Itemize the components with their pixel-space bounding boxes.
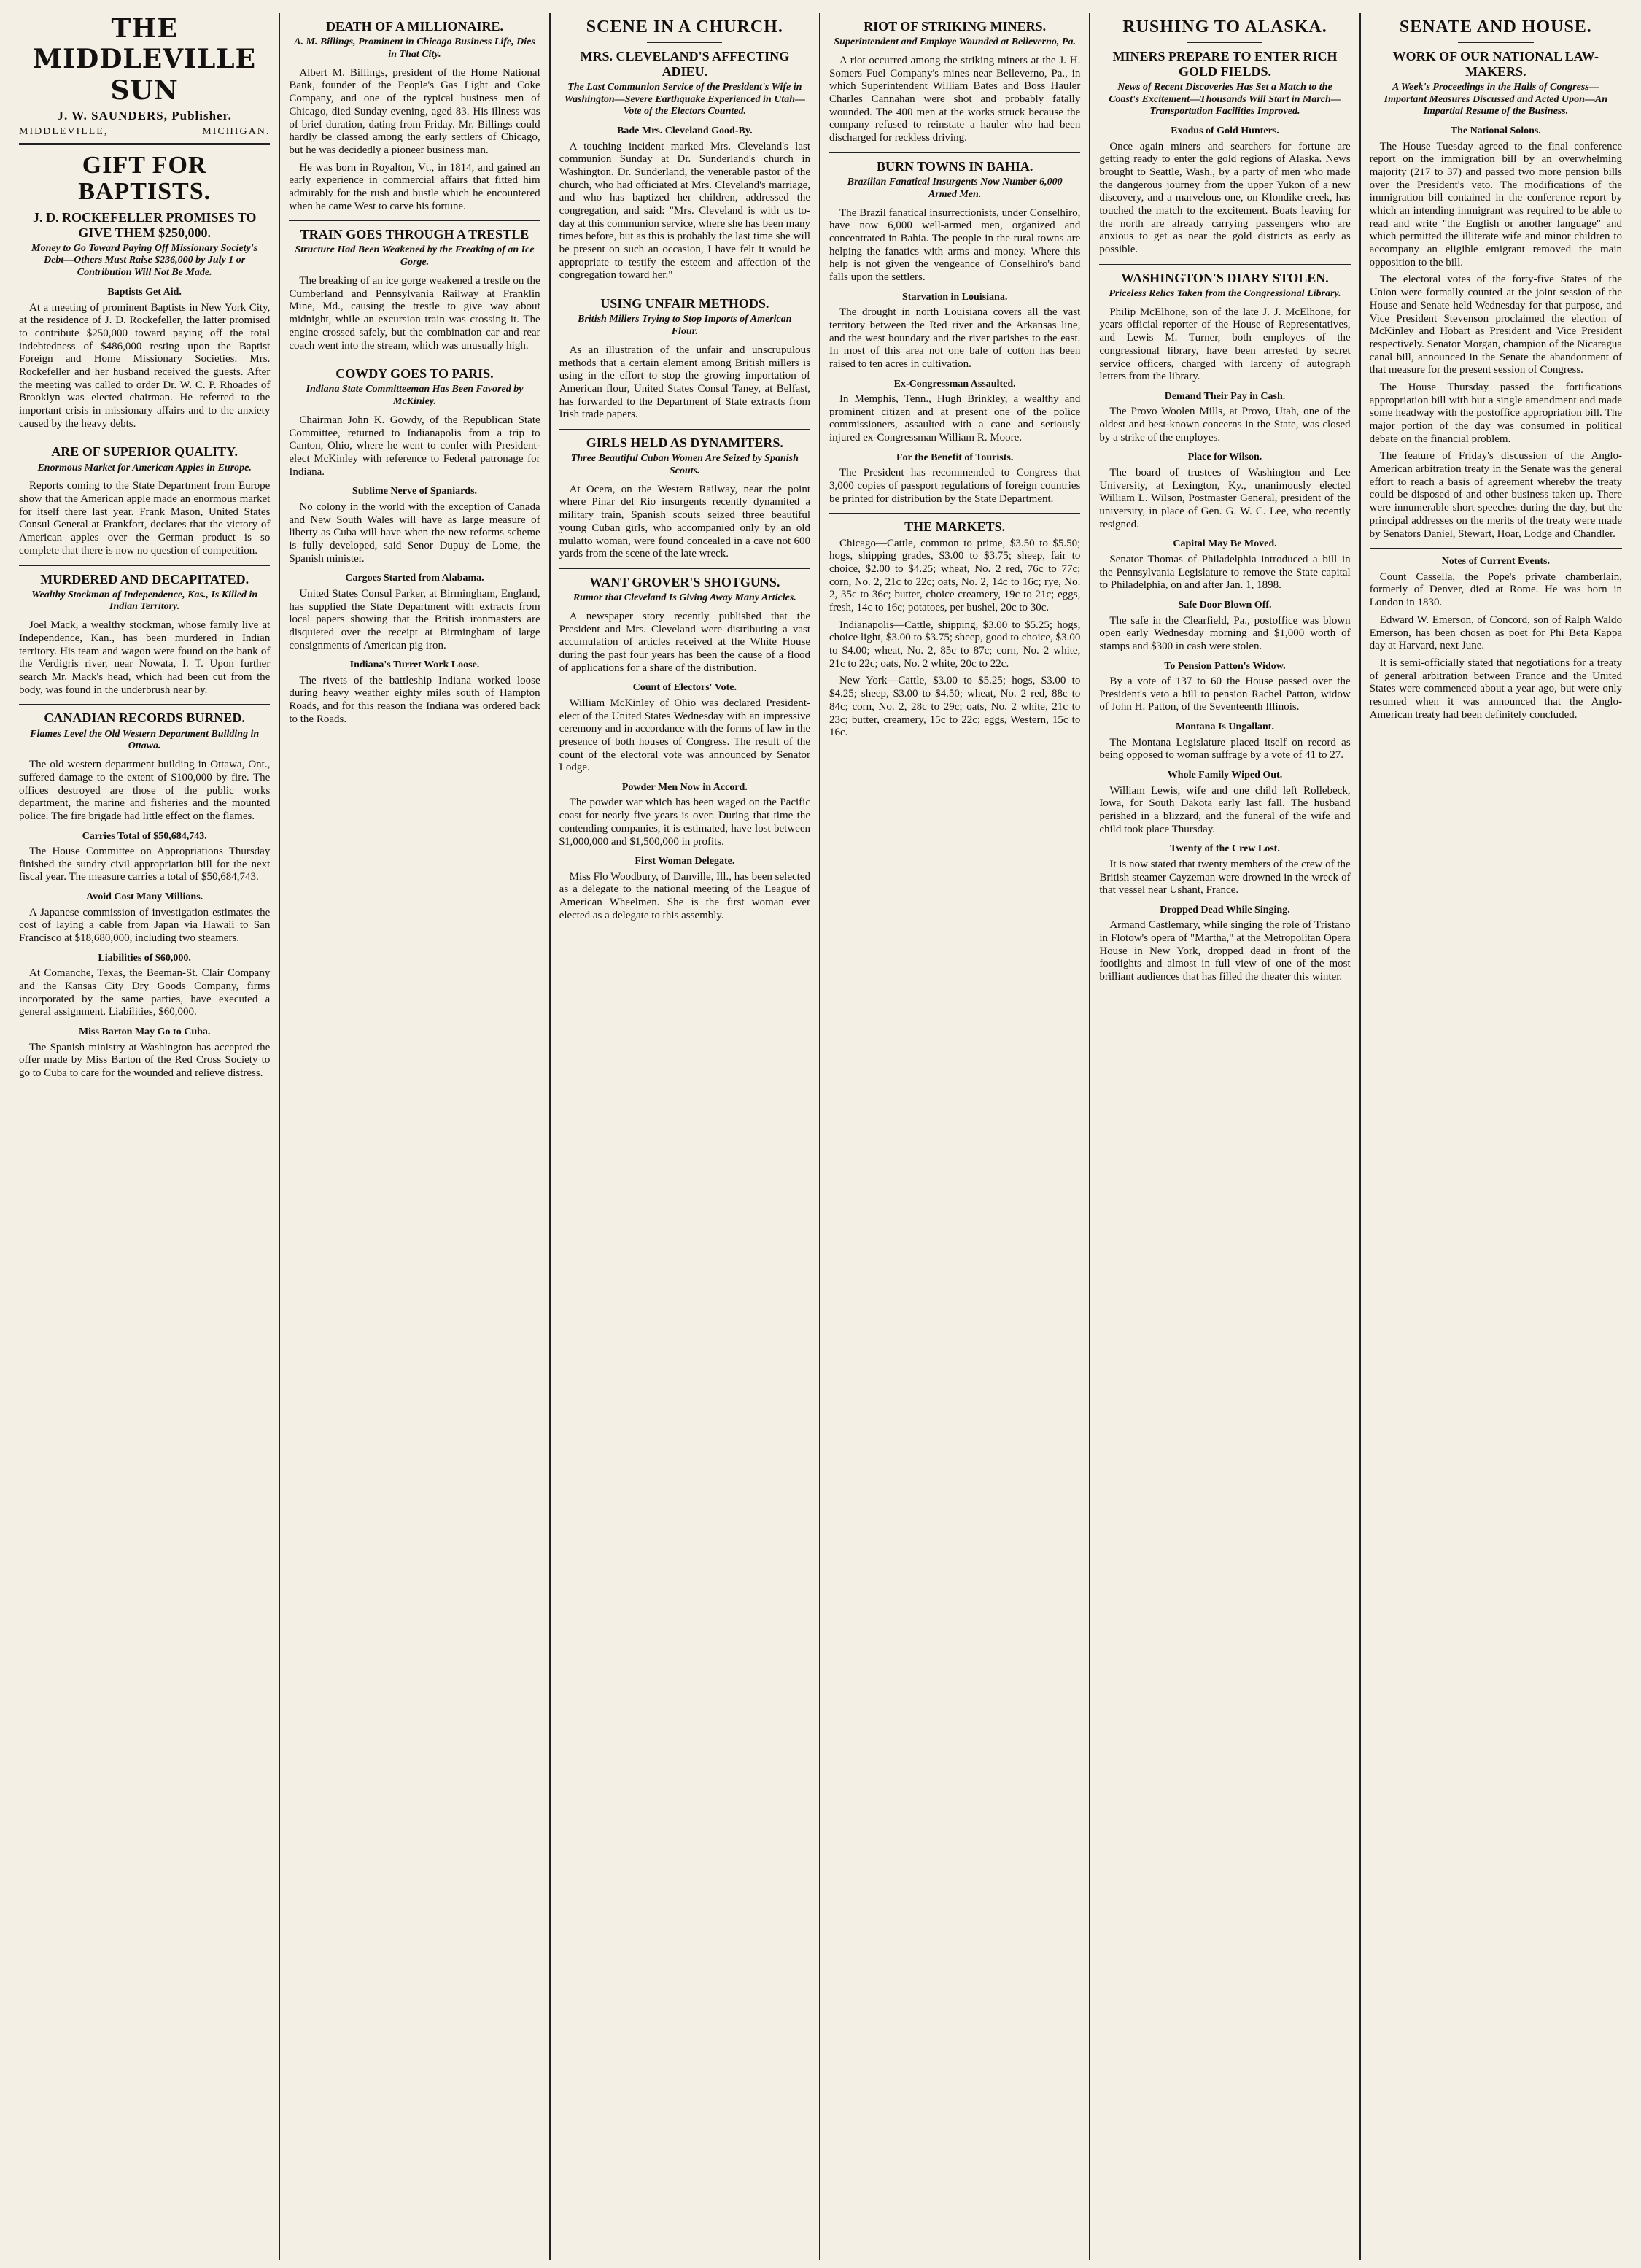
article-subheadline: MRS. CLEVELAND'S AFFECTING ADIEU. <box>580 49 790 79</box>
article-paragraph: The House Tuesday agreed to the final conference report on the immigration bill by an overwhelming majority (217 to 37) and passed two more pension bills over the President's veto. The modifications of the immigration bill contained in the conference report by which an intending immigrant was required to be able to read and write "the English or another language" and which permitted the illiterate wife and minor children to accompany an eligible emigrant removed the main opposition to the bill. <box>1369 140 1622 268</box>
article-headline: RIOT OF STRIKING MINERS. <box>864 19 1047 34</box>
article-paragraph: The House Committee on Appropriations Thursday finished the sundry civil appropriation bill for the next fiscal year. The measure carries a total of $50,684,743. <box>19 845 271 883</box>
place-line <box>19 126 270 139</box>
column-4 <box>820 13 1090 2260</box>
article-deck: Structure Had Been Weakened by the Freaking of an Ice Gorge. <box>295 244 535 268</box>
article-paragraph: Philip McElhone, son of the late J. J. McElhone, for years official reporter of the House of Representatives, and Lewis M. Turner, both employes of the congressional library, have been arrested by secret service officers, charged with larceny of autograph letters from the library. <box>1099 306 1351 383</box>
section-subhead: Bade Mrs. Cleveland Good-By. <box>617 125 753 137</box>
article-paragraph: The feature of Friday's discussion of the Anglo-American arbitration treaty in the Senate was the general effort to reach a basis of agreement whereby the treaty could be disposed of and other business taken up. There were innumerable short speeches during the day, but the principal addresses on the merits of the treaty were made by Senators Daniel, Stewart, Hoar, Lodge and Chandler. <box>1369 450 1622 540</box>
section-subhead: Ex-Congressman Assaulted. <box>893 378 1016 390</box>
column-6 <box>1361 13 1631 2260</box>
column-1 <box>10 13 280 2260</box>
section-subhead: Liabilities of $60,000. <box>98 952 191 964</box>
section-subhead: To Pension Patton's Widow. <box>1164 660 1286 672</box>
article-deck: Superintendent and Employe Wounded at Belleverno, Pa. <box>834 36 1076 48</box>
article-paragraph: The safe in the Clearfield, Pa., postoffice was blown open early Wednesday morning and $1,000 worth of stamps and $300 in cash were stolen. <box>1099 614 1351 652</box>
article-deck: News of Recent Discoveries Has Set a Match to the Coast's Excitement—Thousands Will Start in March—Transportation Facilities Improved. <box>1109 81 1341 117</box>
article-paragraph: The drought in north Louisiana covers all the vast territory between the Red river and the Arkansas line, and the west boundary and the river parishes to the east. In most of this area not one bale of cotton has been raised to ten acres in cultivation. <box>829 306 1081 370</box>
article-headline: SENATE AND HOUSE. <box>1399 18 1592 36</box>
section-subhead: Starvation in Louisiana. <box>902 291 1008 303</box>
article-headline: ARE OF SUPERIOR QUALITY. <box>51 444 238 460</box>
article-deck: A. M. Billings, Prominent in Chicago Business Life, Dies in That City. <box>294 36 535 60</box>
article-deck: Wealthy Stockman of Independence, Kas., Is Killed in Indian Territory. <box>31 589 258 613</box>
section-subhead: Avoid Cost Many Millions. <box>86 891 203 903</box>
article-deck: Brazilian Fanatical Insurgents Now Number 6,000 Armed Men. <box>847 176 1063 200</box>
section-subhead: The National Solons. <box>1450 125 1541 137</box>
article-paragraph: Count Cassella, the Pope's private chamberlain, formerly of Denver, died at Rome. He was born in London in 1830. <box>1369 570 1622 609</box>
article-deck: Priceless Relics Taken from the Congressional Library. <box>1109 287 1341 299</box>
article-paragraph: The breaking of an ice gorge weakened a trestle on the Cumberland and Pennsylvania Railway at Franklin Mine, Md., causing the trestle to give way about midnight, while an excursion train was crossing it. The engine crossed safely, but the combination car and rear coach went into the stream, which was unusually high. <box>289 275 540 352</box>
section-subhead: Montana Is Ungallant. <box>1176 721 1274 733</box>
article-paragraph: The House Thursday passed the fortifications appropriation bill with but a single amendment and made some headway with the postoffice appropriation bill. The major portion of the day was consumed in political debate on the financial problem. <box>1369 381 1622 445</box>
article-paragraph: Reports coming to the State Department from Europe show that the American apple made an enormous market for itself there last year. Frank Mason, United States Consul General at Frankfort, declares that the victory of American apples over the German product is so complete that there is now no question of competition. <box>19 480 271 557</box>
article-paragraph: Armand Castlemary, while singing the role of Tristano in Flotow's opera of "Martha," at the Metropolitan Opera House in New York, dropped dead in front of the footlights and almost in full view of one of the most brilliant audiences that has filled the theater this winter. <box>1099 919 1351 983</box>
article-deck: The Last Communion Service of the President's Wife in Washington—Severe Earthquake Experienced in Utah—Vote of the Electors Counted. <box>564 81 805 117</box>
divider <box>559 568 810 569</box>
lead-subheadline: J. D. ROCKEFELLER PROMISES TO GIVE THEM $250,000. <box>32 210 257 240</box>
article-headline: WANT GROVER'S SHOTGUNS. <box>589 574 780 589</box>
article-deck: A Week's Proceedings in the Halls of Congress—Important Measures Discussed and Acted Upon—An Impartial Resume of the Business. <box>1384 81 1607 117</box>
state-name: MICHIGAN. <box>202 126 271 138</box>
article-paragraph: In Memphis, Tenn., Hugh Brinkley, a wealthy and prominent citizen and at present one of the police commissioners, assaulted with a cane and seriously injured ex-Congressman William R. Moore. <box>829 393 1081 444</box>
section-subhead: Capital May Be Moved. <box>1173 538 1277 550</box>
section-subhead: Exodus of Gold Hunters. <box>1171 125 1279 137</box>
article-paragraph: No colony in the world with the exception of Canada and New South Wales will have as large measure of liberty as Cuba will have when the new reforms scheme is fully developed, said Senor Dupuy de Lome, the Spanish minister. <box>289 500 540 565</box>
paper-title: THE MIDDLEVILLE SUN <box>33 13 257 106</box>
article-paragraph: At Ocera, on the Western Railway, near the point where Pinar del Rio insurgents recently dynamited a military train, Spanish scouts seized three beautiful young Cuban girls, who accompanied only by an old mulatto woman, were found concealed in a cave not 600 yards from the scene of the late wreck. <box>559 483 810 560</box>
article-paragraph: The Spanish ministry at Washington has accepted the offer made by Miss Barton of the Red Cross Society to go to Cuba to care for the wounded and relieve distress. <box>19 1041 271 1079</box>
article-paragraph: As an illustration of the unfair and unscrupulous methods that a certain element among British millers is using in the effort to stop the growing importation of American flour, United States Consul Taney, at Belfast, has forwarded to the Department of State extracts from Irish trade papers. <box>559 344 810 421</box>
column-2 <box>280 13 550 2260</box>
article-headline: WASHINGTON'S DIARY STOLEN. <box>1121 270 1329 285</box>
town-name: MIDDLEVILLE, <box>19 126 109 138</box>
divider <box>1458 42 1534 43</box>
article-paragraph: William McKinley of Ohio was declared President-elect of the United States Wednesday with an impressive ceremony and in accordance with the forms of law in the presence of both houses of Congress. The result of the count of the electoral vote was announced by Senator Lodge. <box>559 697 810 774</box>
article-paragraph: Once again miners and searchers for fortune are getting ready to enter the gold regions of Alaska. News brought to Seattle, Wash., by a party of men who made the dangerous journey from the upper Yukon of a new discovery, and a marvelous one, on Klondike creek, has touched the match to the excitement. Boats leaving for the north are already carrying passengers who are anxious to get as near the gold districts as early as possible. <box>1099 140 1351 256</box>
section-subhead: Sublime Nerve of Spaniards. <box>352 486 478 498</box>
article-subheadline: WORK OF OUR NATIONAL LAW-MAKERS. <box>1392 49 1599 79</box>
column-3 <box>551 13 820 2260</box>
article-paragraph: The Brazil fanatical insurrectionists, under Conselhiro, have now 6,000 well-armed men, organized and concentrated in Bahia. The people in the rural towns are helping the fanatics with arms and money. Where this help is not given the vengeance of Conselhiro's band falls upon the settlers. <box>829 206 1081 283</box>
article-paragraph: The board of trustees of Washington and Lee University, at Lexington, Ky., unanimously elected William L. Wilson, Postmaster General, president of the university, in place of Gen. G. W. C. Lee, who recently resigned. <box>1099 466 1351 530</box>
section-subhead: Place for Wilson. <box>1187 452 1262 463</box>
article-deck: Three Beautiful Cuban Women Are Seized by Spanish Scouts. <box>570 453 799 476</box>
article-headline: SCENE IN A CHURCH. <box>586 18 783 36</box>
article-paragraph: The powder war which has been waged on the Pacific coast for nearly five years is over. During that time the contending companies, it is estimated, have lost between $1,000,000 and $1,500,000 in profits. <box>559 797 810 848</box>
article-headline: COWDY GOES TO PARIS. <box>335 366 494 382</box>
section-subhead: Notes of Current Events. <box>1441 556 1550 568</box>
article-headline: TRAIN GOES THROUGH A TRESTLE <box>300 227 529 242</box>
markets-headline: THE MARKETS. <box>904 519 1006 535</box>
article-paragraph: Edward W. Emerson, of Concord, son of Ralph Waldo Emerson, has been chosen as poet for Phi Beta Kappa day at Harvard, next June. <box>1369 614 1622 652</box>
article-paragraph: The electoral votes of the forty-five States of the Union were formally counted at the joint session of the House and Senate held Wednesday for that purpose, and Vice President Stevenson proclaimed the election of McKinley and Hobart as President and Vice President respectively. Senator Morgan, champion of the Nicaragua canal bill, announced in the Senate the abandonment of that measure for the present session of Congress. <box>1369 274 1622 376</box>
section-subhead: First Woman Delegate. <box>635 856 735 867</box>
divider <box>1370 548 1622 549</box>
article-paragraph: By a vote of 137 to 60 the House passed over the President's veto a bill to pension Rachel Patton, widow of John H. Patton, of the Seventeenth Illinois. <box>1099 676 1351 713</box>
article-deck: British Millers Trying to Stop Imports of American Flour. <box>578 314 792 338</box>
divider <box>829 152 1080 153</box>
article-paragraph: A newspaper story recently published that the President and Mrs. Cleveland were distributing a vast accumulation of articles received at the White House during the past four years has been the cause of a flood of applications for a share of the distribution. <box>559 610 810 674</box>
article-deck: Flames Level the Old Western Department Building in Ottawa. <box>30 728 260 752</box>
section-subhead: Baptists Get Aid. <box>107 287 182 298</box>
article-paragraph: Albert M. Billings, president of the Home National Bank, founder of the People's Gas Light and Coke Company, and one of the typical business men of Chicago, died Sunday evening, aged 83. His illness was of brief duration, dating from Friday. Mr. Billings could hardly be classed among the early settlers of Chicago, but he was decidedly a pioneer business man. <box>289 66 540 156</box>
article-deck: Money to Go Toward Paying Off Missionary Society's Debt—Others Must Raise $236,000 by July 1 or Contribution Will Not Be Made. <box>31 242 258 279</box>
lead-headline: GIFT FOR BAPTISTS. <box>78 151 212 205</box>
divider <box>19 565 270 566</box>
column-5 <box>1090 13 1360 2260</box>
article-paragraph: A riot occurred among the striking miners at the J. H. Somers Fuel Company's mines near Belleverno, Pa., in which Superintendent William Bates and Boss Hauler Charles Cannahan were shot and probably fatally wounded. The 400 men at the works struck because the company refused to reinstate a hauler who had been discharged for reckless driving. <box>829 54 1081 144</box>
divider <box>1187 42 1262 43</box>
article-paragraph: The Montana Legislature placed itself on record as being opposed to woman suffrage by a vote of 41 to 27. <box>1099 736 1351 762</box>
section-subhead: Carries Total of $50,684,743. <box>82 830 207 842</box>
article-deck: Indiana State Committeeman Has Been Favored by McKinley. <box>306 384 524 408</box>
article-paragraph: Senator Thomas of Philadelphia introduced a bill in the Pennsylvania Legislature to remove the State capital to Philadelphia, on and after Jan. 1, 1898. <box>1099 553 1351 592</box>
article-paragraph: It is now stated that twenty members of the crew of the British steamer Cayzeman were drowned in the wreck of that vessel near Ushant, France. <box>1099 858 1351 897</box>
section-subhead: Indiana's Turret Work Loose. <box>349 659 480 671</box>
article-headline: DEATH OF A MILLIONAIRE. <box>325 19 504 34</box>
divider <box>559 429 810 430</box>
article-headline: USING UNFAIR METHODS. <box>600 296 769 311</box>
article-deck: Enormous Market for American Apples in Europe. <box>37 462 252 473</box>
section-subhead: Miss Barton May Go to Cuba. <box>78 1026 211 1037</box>
divider <box>19 704 270 705</box>
section-subhead: Demand Their Pay in Cash. <box>1164 390 1286 402</box>
article-headline: MURDERED AND DECAPITATED. <box>40 571 249 587</box>
article-paragraph: Miss Flo Woodbury, of Danville, Ill., has been selected as a delegate to the national meeting of the League of American Wheelmen. She is the first woman ever elected as a delegate to this assembly. <box>559 870 810 921</box>
section-subhead: Twenty of the Crew Lost. <box>1170 843 1280 855</box>
article-paragraph: At Comanche, Texas, the Beeman-St. Clair Company and the Kansas City Dry Goods Company, firms incorporated by the same parties, have executed a general assignment. Liabilities, $60,000. <box>19 967 271 1018</box>
section-subhead: Powder Men Now in Accord. <box>621 781 748 793</box>
article-paragraph: A touching incident marked Mrs. Cleveland's last communion Sunday at Dr. Sunderland's church in Washington. Dr. Sunderland, the venerable pastor of the church, who had officiated at Mrs. Cleveland's marriage, and who has baptized her children, addressed the congregation, and said: "Mrs. Cleveland is with us to-day at this communion service, where she has been many times before, but as this is probably the last time she will be present on such an occasion, I have felt it would be appropriate to testify the esteem and affection of the congregation toward her." <box>559 140 810 282</box>
article-paragraph: The rivets of the battleship Indiana worked loose during heavy weather eighty miles south of Hampton Roads, and for this reason the Indiana was ordered back to the Roads. <box>289 674 540 725</box>
article-paragraph: The President has recommended to Congress that 3,000 copies of passport regulations of foreign countries be printed for distribution by the State Department. <box>829 467 1081 505</box>
divider <box>289 220 540 221</box>
article-paragraph: He was born in Royalton, Vt., in 1814, and gained an early experience in commercial affairs that fitted him admirably for the rush and bustle which he encountered when he came West to carve his fortune. <box>289 161 540 212</box>
market-report: New York—Cattle, $3.00 to $5.25; hogs, $3.00 to $4.25; sheep, $3.00 to $4.50; wheat, No. 2 red, 88c to 84c; corn, No. 2, 28c to 29c; oats, No. 2 white, 21c to 23c; butter, creamery, 15c to 22c; eggs, Western, 15c to 16c. <box>829 675 1081 739</box>
publisher-line: J. W. SAUNDERS, Publisher. <box>57 109 232 123</box>
section-subhead: Cargoes Started from Alabama. <box>345 573 484 584</box>
article-headline: BURN TOWNS IN BAHIA. <box>876 158 1033 174</box>
article-headline: GIRLS HELD AS DYNAMITERS. <box>586 436 783 451</box>
article-paragraph: The old western department building in Ottawa, Ont., suffered damage to the extent of $100,000 by fire. The offices destroyed are those of the public works department, the marine and fisheries and the mounted police. The fire brigade had little effect on the flames. <box>19 759 271 822</box>
article-deck: Rumor that Cleveland Is Giving Away Many Articles. <box>573 592 796 604</box>
section-subhead: Dropped Dead While Singing. <box>1160 904 1290 916</box>
article-paragraph: At a meeting of prominent Baptists in New York City, at the residence of J. D. Rockefeller, the latter promised to contribute $250,000 toward paying off the total indebtedness of $486,000 resting upon the Baptist Foreign and Home Missionary Societies. Mrs. Rockefeller and her husband received the guests. After the meeting was called to order Dr. W. C. P. Rhoades of Brooklyn was elected chairman. He referred to the important crisis in missionary affairs and to the anxiety caused by the heavy debts. <box>19 301 271 430</box>
section-subhead: For the Benefit of Tourists. <box>896 452 1014 463</box>
divider <box>1099 264 1350 265</box>
article-paragraph: Joel Mack, a wealthy stockman, whose family live at Independence, Kan., has been murdered in Indian territory. His team and wagon were found on the bank of the Verdigris river, near Nowata, I. T. Upon further search Mr. Mack's head, which had been cut from the body, was found in the underbrush near by. <box>19 619 271 696</box>
article-paragraph: William Lewis, wife and one child left Rollebeck, Iowa, for South Dakota early last fall. The husband perished in a blizzard, and the funeral of the wife and child took place Thursday. <box>1099 784 1351 835</box>
section-subhead: Safe Door Blown Off. <box>1178 599 1272 611</box>
article-paragraph: The Provo Woolen Mills, at Provo, Utah, one of the oldest and best-known concerns in the State, was closed by a strike of the employes. <box>1099 406 1351 444</box>
masthead <box>19 13 270 145</box>
divider <box>829 513 1080 514</box>
section-subhead: Whole Family Wiped Out. <box>1167 770 1283 781</box>
divider <box>647 42 722 43</box>
article-headline: CANADIAN RECORDS BURNED. <box>44 711 245 726</box>
section-subhead: Count of Electors' Vote. <box>632 682 737 694</box>
article-paragraph: United States Consul Parker, at Birmingham, England, has supplied the State Department with extracts from local papers showing that the British ironmasters are disquieted over the receipt at Birmingham of large consignments of American pig iron. <box>289 587 540 651</box>
article-paragraph: It is semi-officially stated that negotiations for a treaty of general arbitration between France and the United States were commenced about a year ago, but were only resumed when it was announced that the Anglo-American treaty had been definitely concluded. <box>1369 657 1622 721</box>
article-paragraph: A Japanese commission of investigation estimates the cost of laying a cable from Japan via Hawaii to San Francisco at $18,680,000, including two steamers. <box>19 906 271 945</box>
market-report: Chicago—Cattle, common to prime, $3.50 to $5.50; hogs, shipping grades, $3.00 to $3.75; sheep, fair to choice, $2.00 to $4.25; wheat, No. 2 red, 76c to 77c; corn, No. 2, 21c to 22c; oats, No. 2, 14c to 16c; rye, No. 2, 35c to 36c; butter, choice creamery, 19c to 21c; eggs, fresh, 14c to 16c; potatoes, per bushel, 20c to 30c. <box>829 537 1081 614</box>
article-headline: RUSHING TO ALASKA. <box>1122 18 1327 36</box>
article-paragraph: Chairman John K. Gowdy, of the Republican State Committee, returned to Indianapolis from a trip to Canton, Ohio, where he went to confer with President-elect McKinley with reference to Federal patronage for Indiana. <box>289 414 540 478</box>
column-grid <box>10 13 1631 2260</box>
market-report: Indianapolis—Cattle, shipping, $3.00 to $5.25; hogs, choice light, $3.00 to $3.75; sheep, good to choice, $3.00 to $4.00; wheat, No. 2, 85c to 87c; corn, No. 2 white, 21c to 22c; oats, No. 2 white, 20c to 22c. <box>829 619 1081 670</box>
article-subheadline: MINERS PREPARE TO ENTER RICH GOLD FIELDS. <box>1112 49 1338 79</box>
